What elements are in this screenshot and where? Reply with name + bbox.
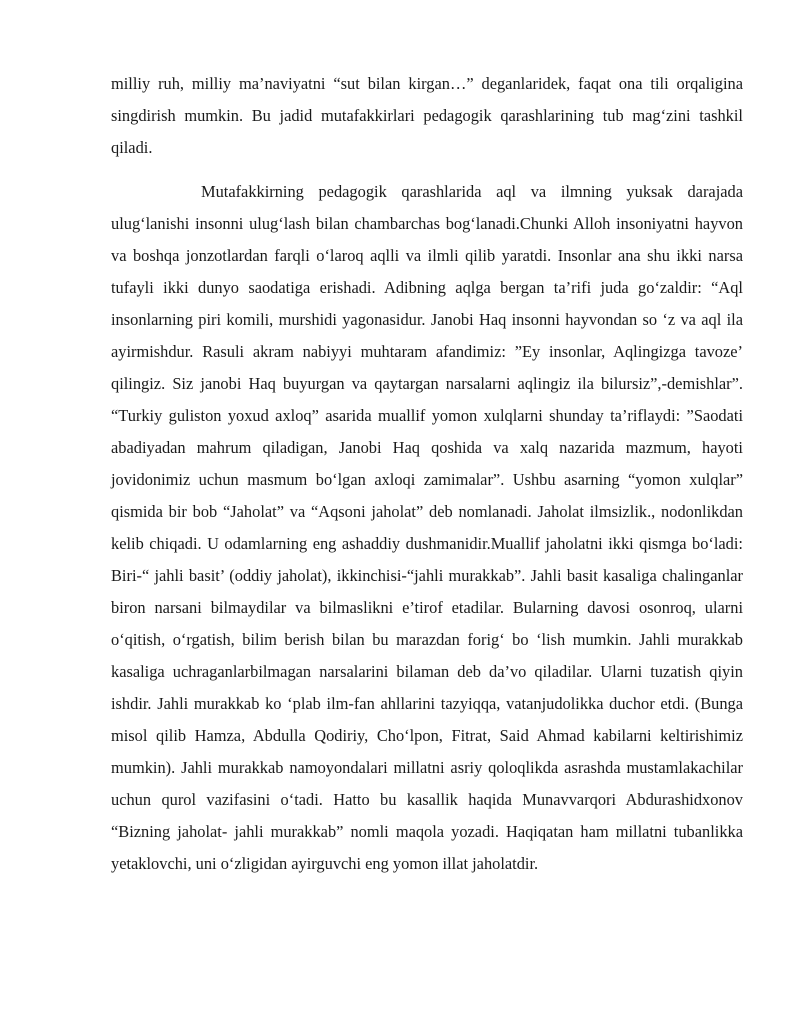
document-page: [111, 68, 743, 880]
paragraph-2: Mutafakkirning pedagogik qarashlarida aql va ilmning yuksak darajada ulug‘lanishi insonni ulug‘lash bilan chambarchas bog‘lanadi.Chunki Alloh insoniyatni hayvon va boshqa jonzotlardan farqli o‘laroq aqlli va ilmli qilib yaratdi. Insonlar ana shu ikki narsa tufayli ikki dunyo saodatiga erishadi. Adibning aqlga bergan ta’rifi juda go‘zaldir: “Aql insonlarning piri komili, murshidi yagonasidur. Janobi Haq insonni hayvondan so ‘z va aql ila ayirmishdur. Rasuli akram nabiyyi muhtaram afandimiz: ”Ey insonlar, Aqlingizga tavoze’ qilingiz. Siz janobi Haq buyurgan va qaytargan narsalarni aqlingiz ila bilursiz”,-demishlar”. “Turkiy guliston yoxud axloq” asarida muallif yomon xulqlarni shunday ta’riflaydi: ”Saodati abadiyadan mahrum qiladigan, Janobi Haq qoshida va xalq nazarida mazmum, hayoti jovidonimiz uchun masmum bo‘lgan axloqi zamimalar”. Ushbu asarning “yomon xulqlar” qismida bir bob “Jaholat” va “Aqsoni jaholat” deb nomlanadi. Jaholat ilmsizlik., nodonlikdan kelib chiqadi. U odamlarning eng ashaddiy dushmanidir.Muallif jaholatni ikki qismga bo‘ladi: Biri-“ jahli basit’ (oddiy jaholat), ikkinchisi-“jahli murakkab”. Jahli basit kasaliga chalinganlar biron narsani bilmaydilar va bilmaslikni e’tirof etadilar. Bularning davosi osonroq, ularni o‘qitish, o‘rgatish, bilim berish bilan bu marazdan forig‘ bo ‘lish mumkin. Jahli murakkab kasaliga uchraganlarbilmagan narsalarini bilaman deb da’vo qiladilar. Ularni tuzatish qiyin ishdir. Jahli murakkab ko ‘plab ilm-fan ahllarini tazyiqqa, vatanjudolikka duchor etdi. (Bunga misol qilib Hamza, Abdulla Qodiriy, Cho‘lpon, Fitrat, Said Ahmad kabilarni keltirishimiz mumkin). Jahli murakkab namoyondalari millatni asriy qoloqlikda asrashda mustamlakachilar uchun qurol vazifasini o‘tadi. Hatto bu kasallik haqida Munavvarqori Abdurashidxonov “Bizning jaholat- jahli murakkab” nomli maqola yozadi. Haqiqatan ham millatni tubanlikka yetaklovchi, uni o‘zligidan ayirguvchi eng yomon illat jaholatdir.: [111, 182, 743, 873]
paragraph-1: milliy ruh, milliy ma’naviyatni “sut bilan kirgan…” deganlaridek, faqat ona tili orqaligina singdirish mumkin. Bu jadid mutafakkirlari pedagogik qarashlarining tub mag‘zini tashkil qiladi.: [111, 74, 743, 157]
